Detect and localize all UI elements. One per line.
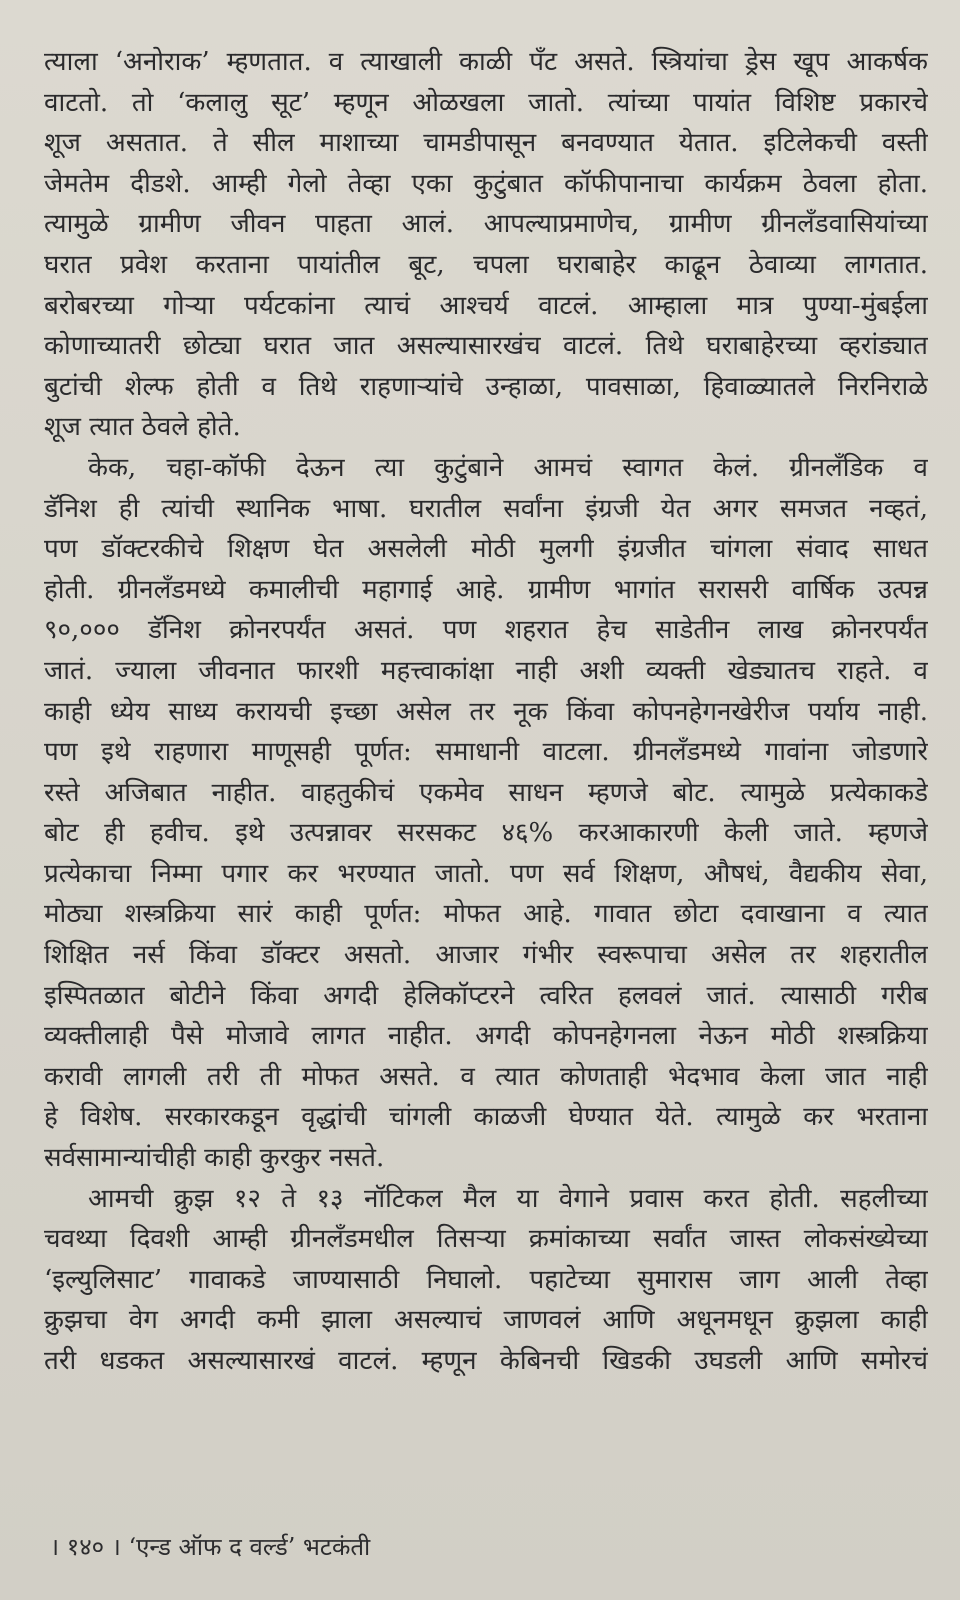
- text-line: व्यक्तीलाही पैसे मोजावे लागत नाहीत. अगदी कोपनहेगनला नेऊन मोठी शस्त्रक्रिया: [44, 1021, 928, 1052]
- text-line: ‘इल्युलिसाट’ गावाकडे जाण्यासाठी निघालो. पहाटेच्या सुमारास जाग आली तेव्हा: [44, 1264, 928, 1295]
- text-line: पण डॉक्टरकीचे शिक्षण घेत असलेली मोठी मुलगी इंग्रजीत चांगला संवाद साधत: [44, 534, 928, 565]
- text-line: इस्पितळात बोटीने किंवा अगदी हेलिकॉप्टरने त्वरित हलवलं जातं. त्यासाठी गरीब: [44, 980, 928, 1011]
- paragraph-end-line: शूज त्यात ठेवले होते.: [44, 412, 241, 443]
- text-line: वाटतो. तो ‘कलालु सूट’ म्हणून ओळखला जातो. त्यांच्या पायांत विशिष्ट प्रकारचे: [44, 87, 928, 118]
- text-line: शूज असतात. ते सील माशाच्या चामडीपासून बनवण्यात येतात. इटिलेकची वस्ती: [44, 128, 928, 159]
- text-line: क्रुझचा वेग अगदी कमी झाला असल्याचं जाणवलं आणि अधूनमधून क्रुझला काही: [44, 1305, 928, 1336]
- text-line: काही ध्येय साध्य करायची इच्छा असेल तर नूक किंवा कोपनहेगनखेरीज पर्याय नाही.: [44, 696, 928, 727]
- text-line: प्रत्येकाचा निम्मा पगार कर भरण्यात जातो. पण सर्व शिक्षण, औषधं, वैद्यकीय सेवा,: [44, 858, 928, 889]
- text-line: हे विशेष. सरकारकडून वृद्धांची चांगली काळजी घेण्यात येते. त्यामुळे कर भरताना: [44, 1102, 928, 1133]
- text-line: ९०,००० डॅनिश क्रोनरपर्यंत असतं. पण शहरात हेच साडेतीन लाख क्रोनरपर्यंत: [44, 615, 928, 646]
- paragraph-start-line: आमची क्रुझ १२ ते १३ नॉटिकल मैल या वेगाने प्रवास करत होती. सहलीच्या: [88, 1183, 928, 1214]
- text-line: बरोबरच्या गोऱ्या पर्यटकांना त्याचं आश्चर्य वाटलं. आम्हाला मात्र पुण्या-मुंबईला: [44, 290, 928, 321]
- text-line: बुटांची शेल्फ होती व तिथे राहणाऱ्यांचे उन्हाळा, पावसाळा, हिवाळ्यातले निरनिराळे: [44, 371, 928, 402]
- text-line: घरात प्रवेश करताना पायांतील बूट, चपला घराबाहेर काढून ठेवाव्या लागतात.: [44, 249, 928, 280]
- body-text: [44, 42, 928, 1382]
- text-line: पण इथे राहणारा माणूसही पूर्णत: समाधानी वाटला. ग्रीनलँडमध्ये गावांना जोडणारे: [44, 737, 928, 768]
- text-line: डॅनिश ही त्यांची स्थानिक भाषा. घरातील सर्वांना इंग्रजी येत अगर समजत नव्हतं,: [44, 493, 928, 524]
- paragraph-start-line: केक, चहा-कॉफी देऊन त्या कुटुंबाने आमचं स्वागत केलं. ग्रीनलँडिक व: [88, 452, 928, 483]
- paragraph-end-line: सर्वसामान्यांचीही काही कुरकुर नसते.: [44, 1143, 385, 1174]
- text-line: जातं. ज्याला जीवनात फारशी महत्त्वाकांक्षा नाही अशी व्यक्ती खेड्यातच राहते. व: [44, 655, 928, 686]
- text-line: बोट ही हवीच. इथे उत्पन्नावर सरसकट ४६% करआकारणी केली जाते. म्हणजे: [44, 818, 928, 849]
- text-line: रस्ते अजिबात नाहीत. वाहतुकीचं एकमेव साधन म्हणजे बोट. त्यामुळे प्रत्येकाकडे: [44, 777, 928, 808]
- text-line: करावी लागली तरी ती मोफत असते. व त्यात कोणताही भेदभाव केला जात नाही: [44, 1061, 928, 1092]
- text-line: कोणाच्यातरी छोट्या घरात जात असल्यासारखंच वाटलं. तिथे घराबाहेरच्या व्हरांड्यात: [44, 331, 928, 362]
- text-line: त्यामुळे ग्रामीण जीवन पाहता आलं. आपल्याप्रमाणेच, ग्रामीण ग्रीनलँडवासियांच्या: [44, 209, 928, 240]
- text-line: चवथ्या दिवशी आम्ही ग्रीनलँडमधील तिसऱ्या क्रमांकाच्या सर्वांत जास्त लोकसंख्येच्या: [44, 1224, 928, 1255]
- text-line: त्याला ‘अनोराक’ म्हणतात. व त्याखाली काळी पँट असते. स्त्रियांचा ड्रेस खूप आकर्षक: [44, 47, 928, 77]
- text-line: शिक्षित नर्स किंवा डॉक्टर असतो. आजार गंभीर स्वरूपाचा असेल तर शहरातील: [44, 940, 928, 971]
- text-line: तरी धडकत असल्यासारखं वाटलं. म्हणून केबिनची खिडकी उघडली आणि समोरचं: [44, 1346, 928, 1376]
- text-line: होती. ग्रीनलँडमध्ये कमालीची महागाई आहे. ग्रामीण भागांत सरासरी वार्षिक उत्पन्न: [44, 574, 928, 605]
- text-line: मोठ्या शस्त्रक्रिया सारं काही पूर्णत: मोफत आहे. गावात छोटा दवाखाना व त्यात: [44, 899, 928, 930]
- text-line: जेमतेम दीडशे. आम्ही गेलो तेव्हा एका कुटुंबात कॉफीपानाचा कार्यक्रम ठेवला होता.: [44, 168, 928, 199]
- page-footer: । १४० । ‘एन्ड ऑफ द वर्ल्ड’ भटकंती: [50, 1533, 371, 1561]
